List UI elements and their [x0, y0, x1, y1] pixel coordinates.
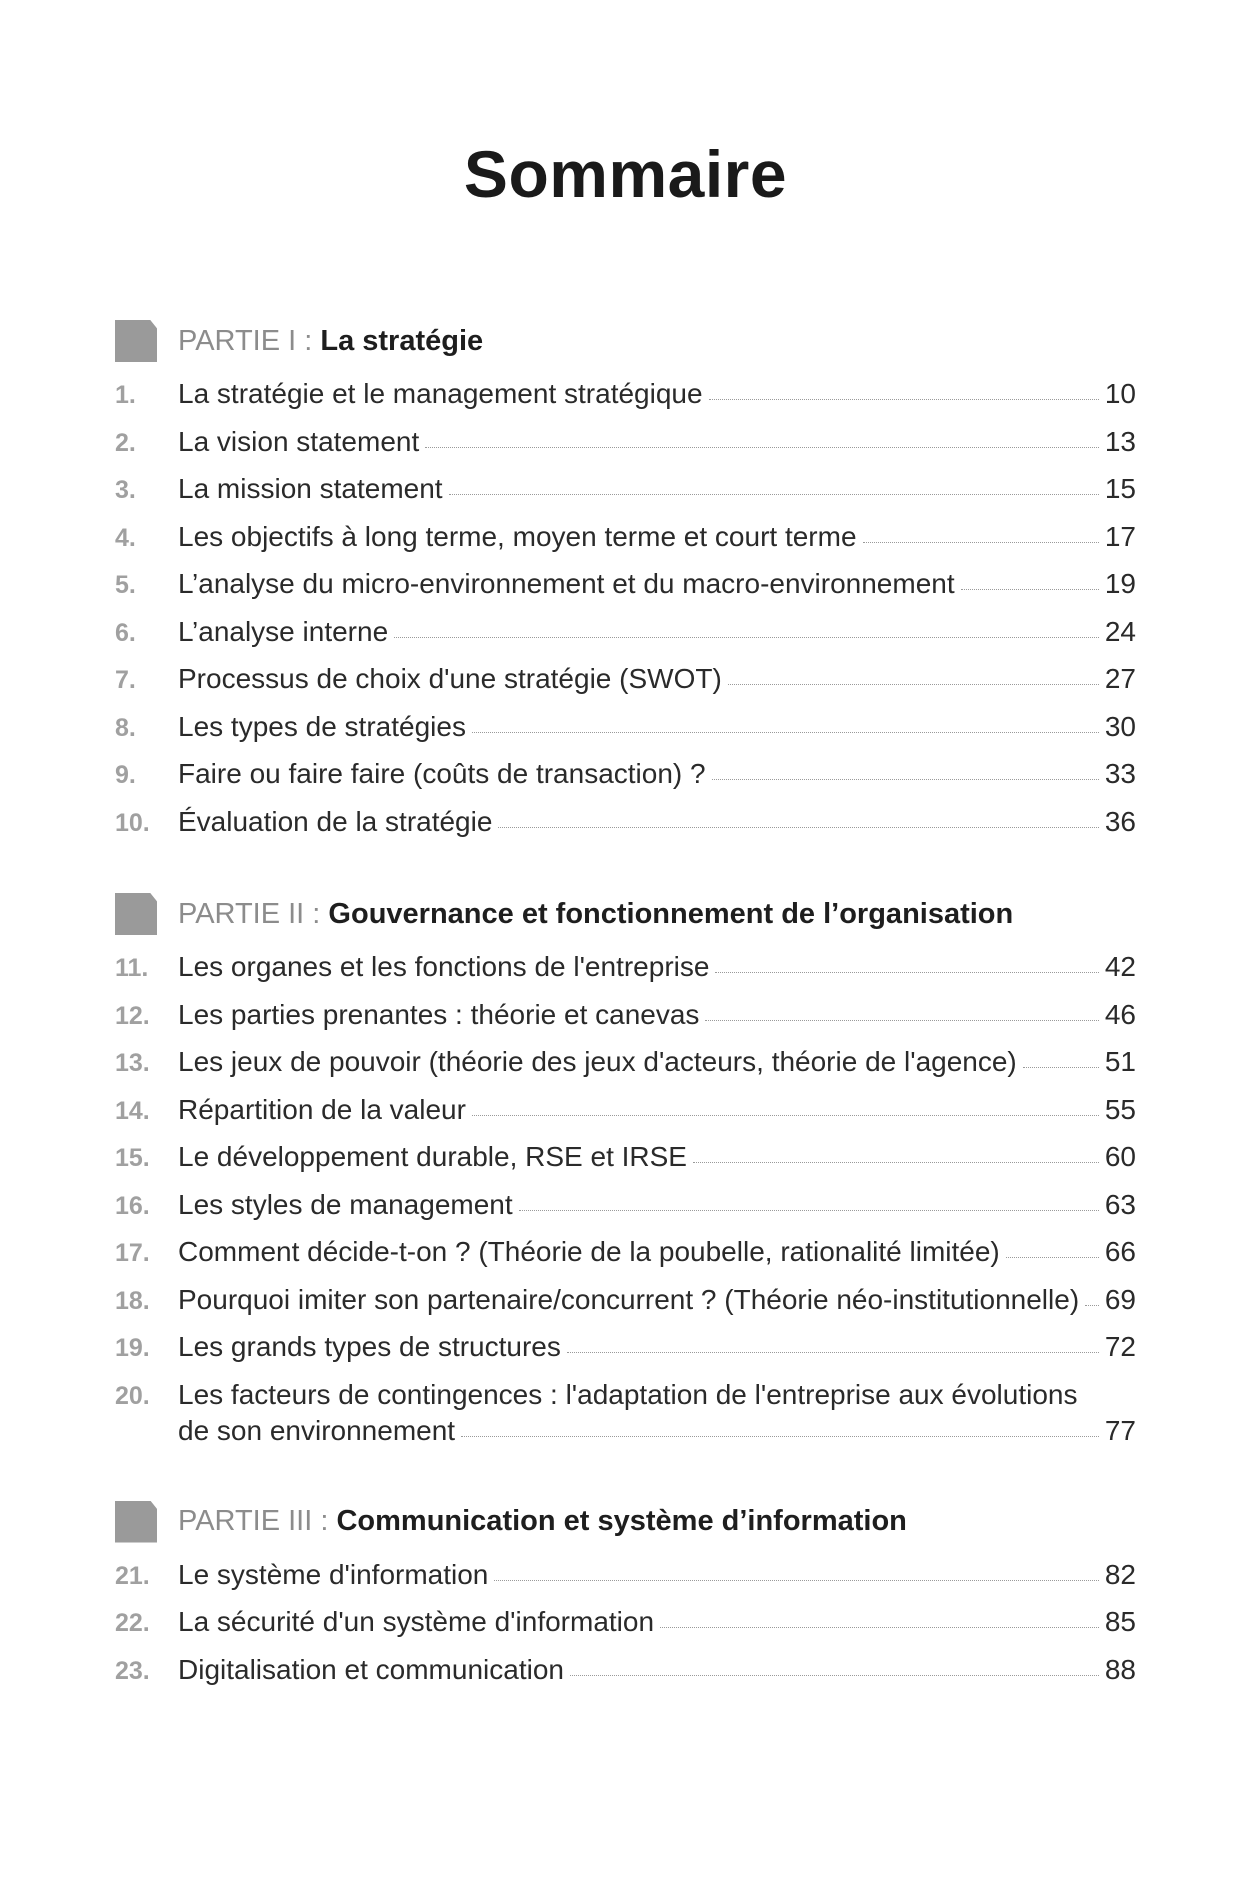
dot-leader	[425, 446, 1099, 448]
entry-page: 13	[1104, 425, 1136, 457]
part-title: Communication et système d’information	[336, 1505, 907, 1537]
toc-entry[interactable]	[115, 711, 1136, 759]
entry-title: Les jeux de pouvoir (théorie des jeux d'acteurs, théorie de l'agence)	[178, 1046, 1017, 1077]
entry-number: 21.	[115, 1561, 150, 1590]
dot-leader	[863, 541, 1099, 543]
toc-entry[interactable]	[115, 1606, 1136, 1654]
entry-title: Évaluation de la stratégie	[178, 805, 493, 837]
entry-page: 60	[1104, 1141, 1136, 1172]
entry-page: 17	[1104, 520, 1136, 552]
toc-entry[interactable]	[115, 999, 1136, 1047]
part-label: PARTIE I	[178, 324, 297, 357]
entry-page: 77	[1104, 1414, 1136, 1446]
dot-leader	[449, 493, 1099, 495]
entry-number: 10.	[115, 808, 150, 837]
entry-title: Le système d'information	[178, 1558, 489, 1590]
page-title: Sommaire	[463, 137, 788, 212]
entry-page: 55	[1104, 1093, 1136, 1125]
entry-title: Les grands types de structures	[178, 1331, 561, 1362]
entry-title: Le développement durable, RSE et IRSE	[178, 1141, 687, 1172]
entry-title-continued: de son environnement	[178, 1414, 456, 1446]
toc-entry[interactable]	[115, 951, 1136, 999]
entry-title: Comment décide-t-on ? (Théorie de la poubelle, rationalité limitée)	[178, 1236, 1000, 1267]
entry-title: Les facteurs de contingences : l'adaptation de l'entreprise aux évolutions	[178, 1378, 1078, 1410]
toc-entry[interactable]	[115, 1236, 1136, 1284]
entry-number: 1.	[115, 381, 136, 409]
entry-page: 69	[1104, 1283, 1136, 1315]
dot-leader	[705, 1019, 1098, 1021]
entry-number: 16.	[115, 1191, 150, 1220]
entry-page: 72	[1104, 1331, 1136, 1362]
entry-number: 12.	[115, 1001, 150, 1030]
entry-title: L’analyse interne	[178, 615, 389, 647]
toc-entry[interactable]	[115, 1379, 1136, 1461]
entry-page: 15	[1104, 473, 1136, 504]
entry-page: 82	[1104, 1558, 1136, 1590]
dot-leader	[660, 1626, 1099, 1628]
entry-number: 8.	[115, 713, 136, 742]
part-header: PARTIE II : Gouvernance et fonctionnement de l’organisation	[115, 891, 1136, 937]
entry-title: La mission statement	[178, 473, 443, 504]
toc-entry[interactable]	[115, 1654, 1136, 1702]
part-section	[115, 1499, 1136, 1702]
toc-entry[interactable]	[115, 521, 1136, 569]
dot-leader	[961, 588, 1099, 590]
part-section	[115, 318, 1136, 853]
dot-leader	[1006, 1256, 1099, 1258]
entry-number: 3.	[115, 476, 136, 504]
dot-leader	[709, 398, 1099, 400]
toc-entry[interactable]	[115, 1094, 1136, 1142]
toc-entry[interactable]	[115, 1189, 1136, 1237]
entry-page: 27	[1104, 663, 1136, 694]
entry-title: Les organes et les fonctions de l'entreprise	[178, 951, 710, 982]
entry-page: 85	[1104, 1606, 1136, 1637]
entry-title: Les parties prenantes : théorie et canevas	[178, 998, 700, 1030]
part-title: Gouvernance et fonctionnement de l’organisation	[328, 897, 1014, 930]
dot-leader	[570, 1674, 1099, 1676]
entry-page: 36	[1104, 805, 1136, 837]
toc-entry[interactable]	[115, 1331, 1136, 1379]
entry-number: 2.	[115, 428, 136, 457]
entry-number: 15.	[115, 1144, 150, 1172]
toc-entry[interactable]	[115, 1046, 1136, 1094]
entry-page: 10	[1104, 378, 1136, 409]
part-header: PARTIE I : La stratégie	[115, 318, 1136, 364]
toc-entry[interactable]	[115, 426, 1136, 474]
toc-entry[interactable]	[115, 378, 1136, 426]
toc-entry[interactable]	[115, 616, 1136, 664]
dot-leader	[519, 1209, 1099, 1211]
dot-leader	[693, 1161, 1099, 1163]
entry-page: 19	[1104, 568, 1136, 599]
part-marker-icon	[115, 893, 157, 935]
toc-entry[interactable]	[115, 758, 1136, 806]
dot-leader	[712, 778, 1099, 780]
entry-title: Processus de choix d'une stratégie (SWOT)	[178, 663, 722, 694]
entry-title: Digitalisation et communication	[178, 1653, 564, 1685]
entry-number: 22.	[115, 1609, 150, 1637]
part-label: PARTIE II	[178, 897, 305, 930]
dot-leader	[494, 1579, 1098, 1581]
entry-title: Les objectifs à long terme, moyen terme et court terme	[178, 520, 857, 552]
entry-page: 88	[1104, 1653, 1136, 1685]
dot-leader	[394, 636, 1099, 638]
dot-leader	[1023, 1066, 1099, 1068]
entry-number: 14.	[115, 1096, 150, 1125]
entry-number: 11.	[115, 954, 149, 982]
entry-page: 63	[1104, 1188, 1136, 1220]
toc-entry[interactable]	[115, 568, 1136, 616]
entry-title: Répartition de la valeur	[178, 1093, 466, 1125]
entry-title: La stratégie et le management stratégique	[178, 378, 703, 409]
dot-leader	[567, 1351, 1099, 1353]
entry-page: 66	[1104, 1236, 1136, 1267]
entry-number: 18.	[115, 1286, 150, 1315]
part-marker-icon	[115, 1501, 157, 1543]
dot-leader	[715, 971, 1098, 973]
entry-number: 5.	[115, 571, 136, 599]
entry-number: 13.	[115, 1049, 150, 1077]
dot-leader	[472, 731, 1099, 733]
entry-title: L’analyse du micro-environnement et du macro-environnement	[178, 568, 955, 599]
toc-entry[interactable]	[115, 806, 1136, 854]
part-marker-icon	[115, 320, 157, 362]
entry-title: La vision statement	[178, 425, 420, 457]
entry-page: 46	[1104, 998, 1136, 1030]
entry-title: La sécurité d'un système d'information	[178, 1606, 655, 1637]
part-header: PARTIE III : Communication et système d’information	[115, 1499, 1136, 1545]
entry-number: 6.	[115, 618, 136, 647]
toc-entry[interactable]	[115, 1284, 1136, 1332]
entry-page: 51	[1104, 1046, 1136, 1077]
entry-title: Les styles de management	[178, 1188, 513, 1220]
toc-entry[interactable]	[115, 663, 1136, 711]
entry-number: 7.	[115, 666, 136, 694]
part-section	[115, 891, 1136, 1461]
table-of-contents	[115, 318, 1136, 1739]
entry-number: 4.	[115, 523, 136, 552]
entry-number: 9.	[115, 761, 136, 789]
entry-number: 17.	[115, 1239, 150, 1267]
dot-leader	[472, 1114, 1099, 1116]
part-label: PARTIE III	[178, 1505, 313, 1537]
toc-entry[interactable]	[115, 473, 1136, 521]
entry-title: Pourquoi imiter son partenaire/concurrent ? (Théorie néo-institutionnelle)	[178, 1283, 1080, 1315]
dot-leader	[498, 826, 1098, 828]
dot-leader	[728, 683, 1099, 685]
entry-page: 30	[1104, 710, 1136, 742]
entry-page: 24	[1104, 615, 1136, 647]
dot-leader	[461, 1435, 1099, 1437]
entry-title: Faire ou faire faire (coûts de transaction) ?	[178, 758, 706, 789]
entry-number: 23.	[115, 1656, 150, 1685]
toc-entry[interactable]	[115, 1141, 1136, 1189]
entry-title: Les types de stratégies	[178, 710, 466, 742]
part-title: La stratégie	[320, 324, 484, 357]
entry-number: 20.	[115, 1381, 150, 1410]
entry-number: 19.	[115, 1334, 150, 1362]
dot-leader	[1085, 1304, 1099, 1306]
entry-page: 42	[1104, 951, 1136, 982]
toc-entry[interactable]	[115, 1559, 1136, 1607]
entry-page: 33	[1104, 758, 1136, 789]
